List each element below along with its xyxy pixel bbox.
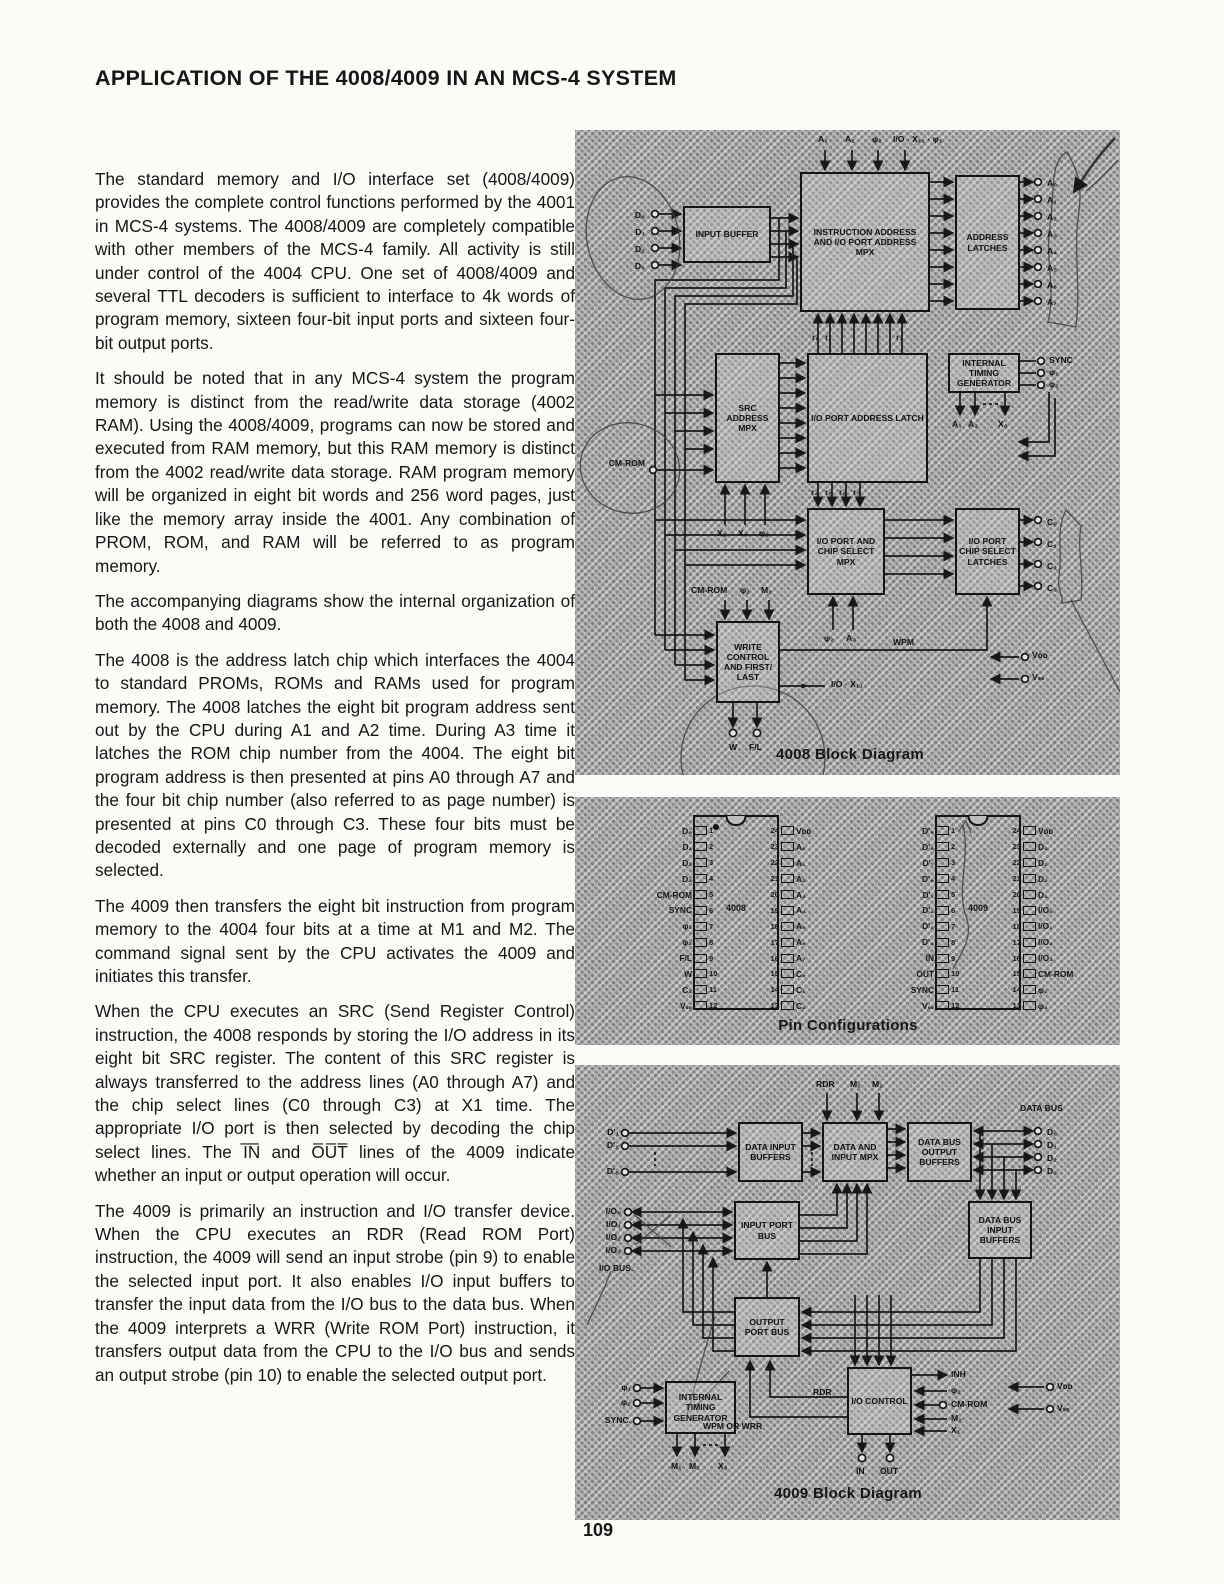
pin-number: 2: [709, 842, 714, 852]
pin-label: I/O₀: [1038, 905, 1053, 916]
pin-label: A₁: [796, 857, 806, 868]
pin-label: D′₆: [922, 841, 934, 852]
pin-number: 7: [709, 921, 714, 931]
paragraph: The 4009 then transfers the eight bit instruction from program memory to the 4004 four bits at a time at M1 and M2. The command signal sent by the CPU activates the 4009 and initiates this transfer.: [95, 895, 575, 986]
pin-label: φ₁: [1038, 984, 1048, 995]
pin-number: 10: [709, 969, 718, 979]
d-input-label: D₂: [634, 243, 645, 254]
pin-number: 14: [1012, 985, 1021, 995]
data-bus-output-labels: [1047, 1125, 1057, 1177]
a-output-label: A₀: [1047, 177, 1058, 188]
pin-number: 13: [770, 1001, 779, 1011]
caption-4009-block-diagram: 4009 Block Diagram: [774, 1485, 922, 1502]
pin-label: D₀: [682, 825, 692, 836]
signal-vdd-4009: Vᴅᴅ: [1057, 1381, 1073, 1391]
block-instruction-address-mpx: INSTRUCTION ADDRESS AND I/O PORT ADDRESS MPX: [800, 172, 930, 312]
pin-number: 23: [1012, 842, 1021, 852]
signal-dprime2: D′₂: [606, 1140, 619, 1150]
pin-label: Vₛₛ: [922, 1000, 934, 1011]
pin-number: 13: [1012, 1001, 1021, 1011]
signal-inh: INH: [951, 1369, 966, 1379]
block-input-port-bus: INPUT PORT BUS: [734, 1201, 800, 1260]
signal-r6: r₆: [839, 487, 847, 497]
signal-phi2-top: φ₂: [872, 134, 882, 144]
pin-number: 20: [1012, 890, 1021, 899]
chip-4009-name: 4009: [967, 903, 989, 913]
block-io-port-chip-select-mpx: I/O PORT AND CHIP SELECT MPX: [807, 508, 885, 595]
figure-4008-block-diagram: [575, 130, 1120, 775]
signal-m2-ctrl: M₂: [951, 1413, 962, 1423]
a-output-label: A₃: [1047, 228, 1058, 239]
chip-4008-name: 4008: [725, 903, 747, 913]
block-data-and-input-mpx: DATA AND INPUT MPX: [822, 1122, 888, 1182]
pin-label: D′₈: [922, 873, 934, 884]
signal-a2-top: A₂: [845, 134, 856, 144]
signal-cm-rom: CM-ROM: [608, 458, 645, 468]
pin-number: 17: [770, 937, 779, 947]
a-output-label: A₂: [1047, 211, 1058, 222]
page-number: 109: [583, 1520, 614, 1540]
signal-io-x11-phi1: I/O · X₁₁ · φ₁: [893, 134, 943, 144]
page-title: APPLICATION OF THE 4008/4009 IN AN MCS-4 SYSTEM: [95, 66, 677, 90]
signal-phi1-in: φ₁: [621, 1382, 631, 1392]
pin-number: 12: [709, 1001, 718, 1011]
paragraph: The 4009 is primarily an instruction and I/O transfer device. When the CPU executes an RDR (Read ROM Port) instruction, the 4009 will send an input strobe (pin 9) to enable the selected input port. It also enables I/O input buffers to transfer the input data from the I/O bus to the data bus. When the 4009 interprets a WRR (Write ROM Port) instruction, it transfers output data from the CPU to the I/O bus and sends an output strobe (pin 10) to enable the selected output port.: [95, 1200, 575, 1385]
signal-vss-4009: Vₛₛ: [1057, 1403, 1070, 1413]
a-output-label: A₇: [1047, 296, 1057, 307]
pin-label: D′₂: [922, 905, 934, 916]
d-input-label: D₀: [634, 209, 645, 220]
pin-label: SYNC: [668, 905, 692, 916]
block-input-buffer: INPUT BUFFER: [683, 206, 771, 263]
signal-dprime1: D′₁: [607, 1127, 619, 1137]
pin-label: Vᴅᴅ: [796, 825, 812, 836]
signal-phi2-ctrl: φ₂: [951, 1385, 961, 1395]
data-bus-label: D₃: [1047, 1165, 1058, 1176]
signal-vdd: Vᴅᴅ: [1032, 650, 1048, 660]
signal-r7b: r₇: [853, 487, 860, 497]
pin-number: 15: [1012, 969, 1021, 979]
a-output-labels: [1047, 174, 1057, 310]
block-write-control: WRITE CONTROL AND FIRST/ LAST: [716, 621, 780, 703]
signal-wc-cm-rom: CM-ROM: [691, 585, 728, 595]
a-output-label: A₆: [1047, 279, 1058, 290]
pin-label: D′₄: [921, 937, 934, 948]
pin-number: 2: [951, 842, 956, 852]
signal-r7: r₇: [896, 332, 903, 342]
label-data-bus: DATA BUS: [1020, 1103, 1063, 1113]
pin-label: SYNC: [910, 984, 934, 995]
signal-m1-top: M₁: [850, 1079, 861, 1089]
pin-number: 3: [951, 858, 956, 868]
a-output-label: A₁: [1047, 194, 1057, 205]
data-bus-label: D₁: [1047, 1139, 1057, 1150]
body-text-column: [95, 168, 575, 1399]
pin-label: A₃: [796, 889, 806, 900]
d-input-label: D₃: [634, 260, 645, 271]
pin-number: 3: [709, 858, 714, 868]
figure-4009-block-diagram: [575, 1065, 1120, 1520]
signal-io2: I/O₂: [605, 1232, 621, 1242]
pencil-marks: [575, 797, 1120, 1045]
pin-label: Vₛₛ: [680, 1000, 692, 1011]
pin-number: 19: [1012, 905, 1021, 915]
signal-a3: A₃: [846, 633, 857, 643]
signal-a1: A₁: [952, 419, 962, 429]
c-output-label: C₂: [1047, 561, 1058, 571]
signal-out-strobe: O̅U̅T̅: [880, 1466, 899, 1476]
pin-number: 8: [951, 937, 956, 947]
pin-number: 6: [709, 905, 714, 915]
a-output-label: A₅: [1047, 262, 1058, 273]
paragraph: When the CPU executes an SRC (Send Register Control) instruction, the 4008 responds by storing the I/O address in its eight bit SRC register. The content of this SRC register is always transferred to the address lines (A0 through A7) and the chip select lines (C0 through C3) at X1 time. The appropriate I/O port is then selected by decoding the chip select lines. The I̅N̅ and O̅U̅T̅ lines of the 4009 indicate whether an input or output operation will occur.: [95, 1001, 575, 1186]
block-internal-timing-generator: INTERNAL TIMING GENERATOR: [948, 353, 1020, 393]
signal-phi2c: φ₂: [824, 633, 834, 643]
signal-w: W: [729, 742, 738, 752]
paragraph: The standard memory and I/O interface set (4008/4009) provides the complete control functions performed by the 4001 in MCS-4 systems. The 4008/4009 are completely compatible with other members of the MCS-4 family. All activity is still under control of the 4004 CPU. One set of 4008/4009 and several TTL decoders is sufficient to interface to 4k words of program memory, sixteen four-bit input ports and sixteen four-bit output ports.: [95, 169, 575, 353]
signal-r4: r₄: [811, 487, 819, 497]
block-src-address-mpx: SRC ADDRESS MPX: [715, 353, 780, 483]
c-output-label: C₀: [1047, 517, 1058, 527]
pin-number: 22: [770, 858, 779, 868]
pin-number: 11: [709, 985, 718, 995]
pin-number: 24: [1012, 826, 1021, 836]
paragraph: The 4008 is the address latch chip which interfaces the 4004 to standard PROMs, ROMs and RAMs used for program memory. The 4008 latches the eight bit program address sent out by the CPU during A1 and A2 time. During A3 time it latches the ROM chip number from the 4004. The eight bit program address is then presented at pins A0 through A7 and the four bit chip number (also referred to as page number) is presented at pins C0 through C3. These four bits must be decoded externally and one page of program memory is selected.: [95, 649, 575, 881]
signal-in-strobe: I̅N̅: [856, 1466, 865, 1476]
pin-label: D₁: [682, 841, 692, 852]
block-internal-timing-generator-4009: INTERNAL TIMING GENERATOR: [665, 1381, 736, 1434]
block-io-port-chip-select-latches: I/O PORT CHIP SELECT LATCHES: [955, 508, 1020, 595]
pin-label: C₂: [796, 1000, 806, 1011]
pin-label: C₀: [796, 968, 806, 979]
block-output-port-bus: OUTPUT PORT BUS: [734, 1297, 800, 1357]
pin-number: 1: [951, 826, 956, 836]
pin-label: D₃: [1038, 889, 1048, 900]
signal-phi2: φ₂: [759, 528, 769, 538]
pin-number: 24: [770, 826, 779, 836]
pin-label: A₄: [796, 905, 807, 916]
d-input-label: D₁: [635, 226, 645, 237]
pin-label: D₃: [682, 873, 692, 884]
signal-sync-in: SYNC.: [604, 1415, 631, 1425]
block-address-latches: ADDRESS LATCHES: [955, 175, 1020, 310]
pin-number: 12: [951, 1001, 960, 1011]
block-data-bus-input-buffers: DATA BUS INPUT BUFFERS: [968, 1201, 1032, 1259]
d-input-labels: [609, 206, 645, 274]
c-output-labels: [1047, 511, 1057, 599]
pin-number: 21: [1012, 874, 1021, 884]
signal-io1: I/O₁: [605, 1219, 621, 1229]
pin-number: 6: [951, 905, 956, 915]
pin-label: C₃: [682, 984, 692, 995]
pin-number: 4: [709, 874, 714, 884]
signal-wc-phi2: φ₂: [740, 585, 750, 595]
pin-label: D′₃: [922, 921, 934, 932]
signal-io0: I/O₀: [605, 1206, 621, 1216]
pin-label: D₀: [1038, 841, 1048, 852]
signal-sync: SYNC: [1049, 355, 1073, 365]
pin-number: 4: [951, 874, 956, 884]
data-bus-label: D₀: [1047, 1126, 1058, 1137]
signal-x2-out: X₂: [718, 1461, 728, 1471]
block-data-bus-output-buffers: DATA BUS OUTPUT BUFFERS: [907, 1122, 972, 1182]
signal-m1-out: M₁: [671, 1461, 682, 1471]
label-io-bus: I/O BUS.: [599, 1263, 634, 1273]
signal-rdr-top: RDR: [816, 1079, 835, 1089]
pin-label: A₇: [796, 953, 806, 964]
pin-label: D₁: [1038, 857, 1048, 868]
pin-number: 9: [951, 953, 956, 963]
signal-x1-ctrl: X₁: [951, 1425, 961, 1435]
pin-label: D′₅: [922, 825, 934, 836]
signal-m2-out: M₂: [689, 1461, 700, 1471]
pin-label: A₅: [796, 921, 806, 932]
pin-number: 21: [770, 874, 779, 884]
signal-wpm: WPM: [893, 637, 915, 647]
pin-label: φ₂: [682, 937, 692, 948]
caption-pin-configurations: Pin Configurations: [778, 1017, 918, 1034]
signal-a2: A₂: [968, 419, 979, 429]
pin-label: CM-ROM: [1038, 968, 1074, 979]
c-output-label: C₃: [1047, 583, 1058, 593]
pin-label: D′₇: [922, 857, 934, 868]
pin-number: 5: [951, 890, 956, 899]
pin-label: I/O₁: [1038, 921, 1053, 932]
signal-phi2-out: φ₂: [1049, 379, 1059, 389]
pin-label: A₀: [796, 841, 806, 852]
c-output-label: C₁: [1047, 539, 1057, 549]
signal-wc-m2: M₂: [761, 585, 772, 595]
pin-label: F/L: [679, 953, 692, 964]
signal-a1-top: A₁: [818, 134, 828, 144]
signal-dprime8: D′₈: [606, 1166, 619, 1176]
pin-number: 22: [1012, 858, 1021, 868]
signal-io-x11: I/O · X₁₁: [831, 679, 863, 689]
pin-number: 10: [951, 969, 960, 979]
pin-number: 1: [709, 826, 714, 836]
signal-x2: X₂: [717, 528, 727, 538]
figure-pin-configurations: [575, 797, 1120, 1045]
pin-label: I̅N̅: [925, 953, 934, 964]
pin-label: CM-ROM: [656, 889, 692, 900]
pin-number: 16: [1012, 953, 1021, 963]
pin-label: D′₁: [922, 889, 934, 900]
signal-cm-rom-ctrl: CM-ROM: [951, 1399, 988, 1409]
data-bus-label: D₂: [1047, 1152, 1058, 1163]
paragraph: It should be noted that in any MCS-4 system the program memory is distinct from the read/write data storage (4002 RAM). Using the 4008/4009, programs can now be stored and executed from RAM memory, but this RAM memory is distinct from the 4002 read/write data storage. RAM program memory will be organized in eight bit words and 256 word pages, just like the memory array inside the 4001. Any combination of PROM, ROM, and RAM will be referred to as program memory.: [95, 368, 575, 576]
pin-number: 17: [1012, 937, 1021, 947]
signal-rdr: RDR: [813, 1387, 832, 1397]
pin-number: 11: [951, 985, 960, 995]
block-data-input-buffers: DATA INPUT BUFFERS: [738, 1122, 803, 1182]
pin-number: 20: [770, 890, 779, 899]
pin-label: D₂: [682, 857, 692, 868]
pin-label: φ₂: [1038, 1000, 1048, 1011]
signal-vss: Vₛₛ: [1032, 672, 1045, 682]
pin-number: 18: [770, 921, 779, 931]
signal-x3: X₃: [738, 528, 748, 538]
signal-x3b: X₃: [998, 419, 1008, 429]
signal-io3: I/O₃: [605, 1245, 621, 1255]
pin-label: D₂: [1038, 873, 1048, 884]
pin-number: 9: [709, 953, 714, 963]
pin-number: 19: [770, 905, 779, 915]
signal-r5: r₅: [825, 487, 833, 497]
signal-r1: r₁: [825, 332, 832, 342]
signal-phi1-out: φ₁: [1049, 367, 1059, 377]
pin-number: 14: [770, 985, 779, 995]
pin-label: W: [684, 968, 692, 979]
pin-label: Vᴅᴅ: [1038, 825, 1054, 836]
signal-m2-top: M₂: [872, 1079, 883, 1089]
pin-label: C₁: [796, 984, 806, 995]
pin-label: I/O₂: [1038, 937, 1053, 948]
pin-number: 23: [770, 842, 779, 852]
pin-label: O̅U̅T̅: [916, 968, 934, 979]
block-io-control: I/O CONTROL: [847, 1367, 912, 1435]
signal-fl: F/L: [749, 742, 762, 752]
pin-label: A₆: [796, 937, 806, 948]
pin-label: I/O₃: [1038, 953, 1054, 964]
a-output-label: A₄: [1047, 245, 1058, 256]
paragraph: The accompanying diagrams show the internal organization of both the 4008 and 4009.: [95, 590, 575, 635]
pin-number: 15: [770, 969, 779, 979]
signal-r0: r₀: [812, 332, 820, 342]
pin-number: 16: [770, 953, 779, 963]
pin-label: A₂: [796, 873, 806, 884]
pin-number: 18: [1012, 921, 1021, 931]
pin-number: 5: [709, 890, 714, 899]
signal-phi2-in: φ₂: [621, 1397, 631, 1407]
pin-number: 8: [709, 937, 714, 947]
caption-4008-block-diagram: 4008 Block Diagram: [776, 746, 924, 763]
pin-number: 7: [951, 921, 956, 931]
block-io-port-address-latch: I/O PORT ADDRESS LATCH: [807, 353, 928, 483]
pin-label: φ₁: [682, 921, 692, 932]
signal-wpm-or-wrr: WPM OR WRR: [703, 1421, 763, 1431]
